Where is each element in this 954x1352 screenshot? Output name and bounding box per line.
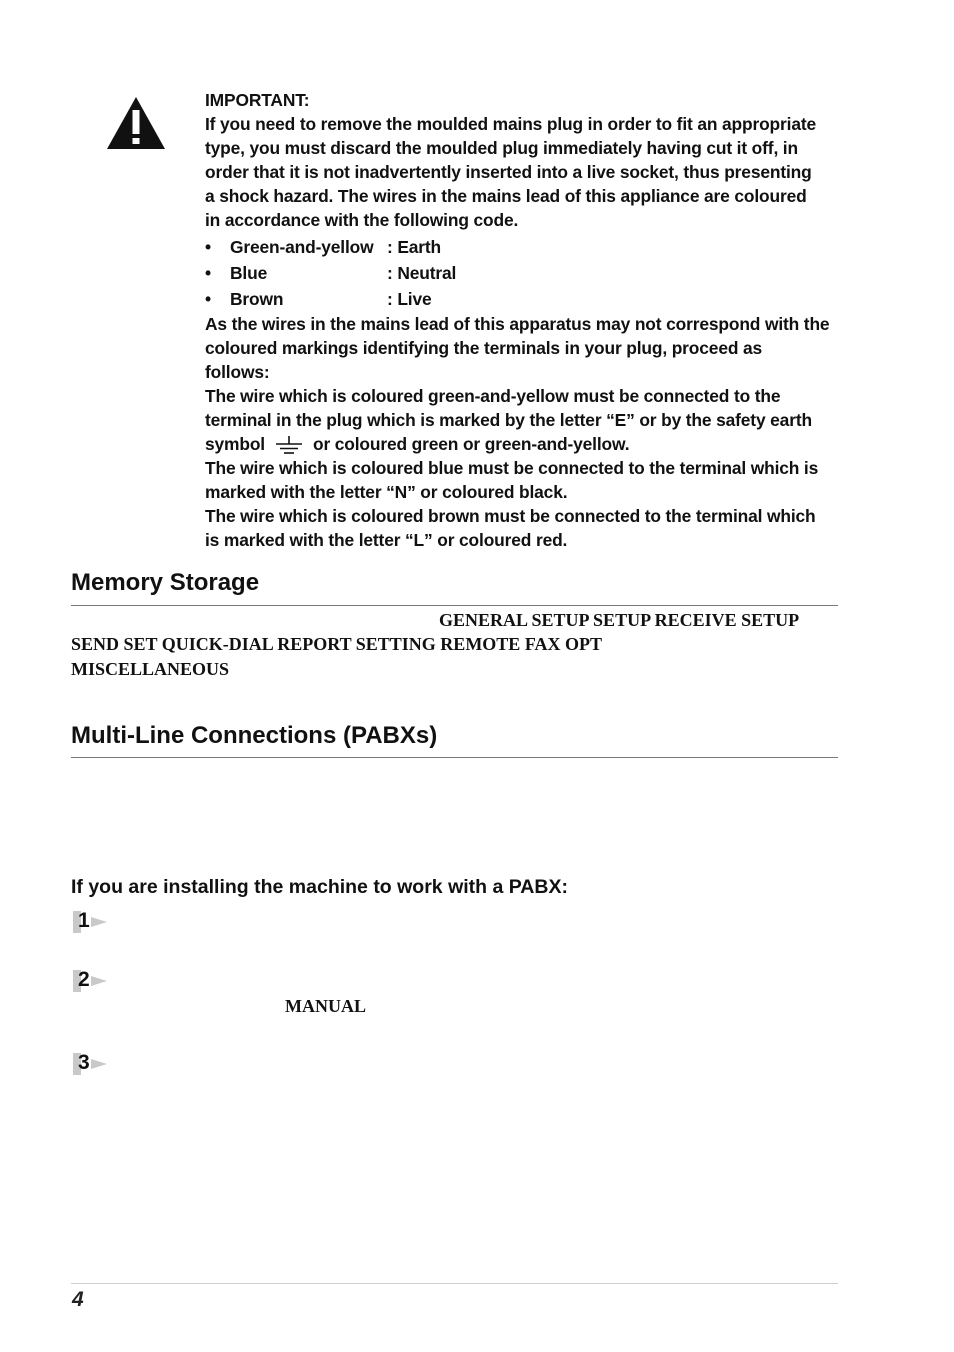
notice-line: If you need to remove the moulded mains plug in order to fit an appropriate [205,114,817,134]
wire-function: : Earth [387,237,442,257]
notice-line: The wire which is coloured blue must be connected to the terminal which is [205,458,819,478]
wire-colour: Green-and-yellow [230,237,374,257]
wire-code-item [205,234,830,260]
wire-colour: Blue [230,263,268,283]
notice-line: type, you must discard the moulded plug immediately having cut it off, in [205,138,798,158]
notice-line: order that it is not inadvertently inserted into a live socket, thus presenting [205,162,812,182]
step-arrow-icon [91,974,107,988]
important-notice [205,88,830,552]
pabx-subtitle: If you are installing the machine to work with a PABX: [71,876,568,898]
notice-line: As the wires in the mains lead of this apparatus may not correspond with the [205,314,830,334]
notice-line: a shock hazard. The wires in the mains lead of this appliance are coloured [205,186,807,206]
notice-line: terminal in the plug which is marked by the letter “E” or by the safety earth [205,410,812,430]
page-number: 4 [72,1288,84,1311]
step-arrow-icon [91,1057,107,1071]
notice-line: coloured markings identifying the terminals in your plug, proceed as [205,338,763,358]
step-marker [73,911,107,933]
notice-line: marked with the letter “N” or coloured black. [205,482,568,502]
bullet: • [205,237,211,257]
notice-title: IMPORTANT: [205,90,310,110]
step-number: 2 [78,968,90,991]
bullet: • [205,263,211,283]
multi-line-title: Multi-Line Connections (PABXs) [71,722,438,749]
notice-line: The wire which is coloured green-and-yellow must be connected to the [205,386,781,406]
memory-storage-title: Memory Storage [71,569,260,596]
wire-code-item [205,260,830,286]
wire-function: : Live [387,289,432,309]
wire-function: : Neutral [387,263,457,283]
section-divider [71,757,838,758]
step-number: 3 [78,1051,90,1074]
wire-code-item [205,286,830,312]
notice-line: The wire which is coloured brown must be connected to the terminal which [205,506,816,526]
bullet: • [205,289,211,309]
symbol-label: symbol [205,434,265,454]
symbol-text: or coloured green or green-and-yellow. [312,434,630,454]
menu-keywords-line: SEND SET QUICK-DIAL REPORT SETTING REMOTE FAX OPT [71,634,602,654]
menu-keywords-line: MISCELLANEOUS [71,659,230,679]
notice-line [205,432,830,456]
step-marker [73,970,107,992]
notice-line: follows: [205,362,270,382]
notice-line: in accordance with the following code. [205,210,519,230]
wire-colour: Brown [230,289,284,309]
warning-triangle-icon [106,96,166,150]
step-marker [73,1053,107,1075]
menu-keyword: MANUAL [285,996,366,1016]
menu-keywords-line: GENERAL SETUP SETUP RECEIVE SETUP [439,610,800,630]
notice-line: is marked with the letter “L” or coloured red. [205,530,568,550]
section-divider [71,605,838,606]
earth-ground-icon [275,436,303,456]
footer-divider [71,1283,838,1284]
step-arrow-icon [91,915,107,929]
step-number: 1 [78,909,90,932]
